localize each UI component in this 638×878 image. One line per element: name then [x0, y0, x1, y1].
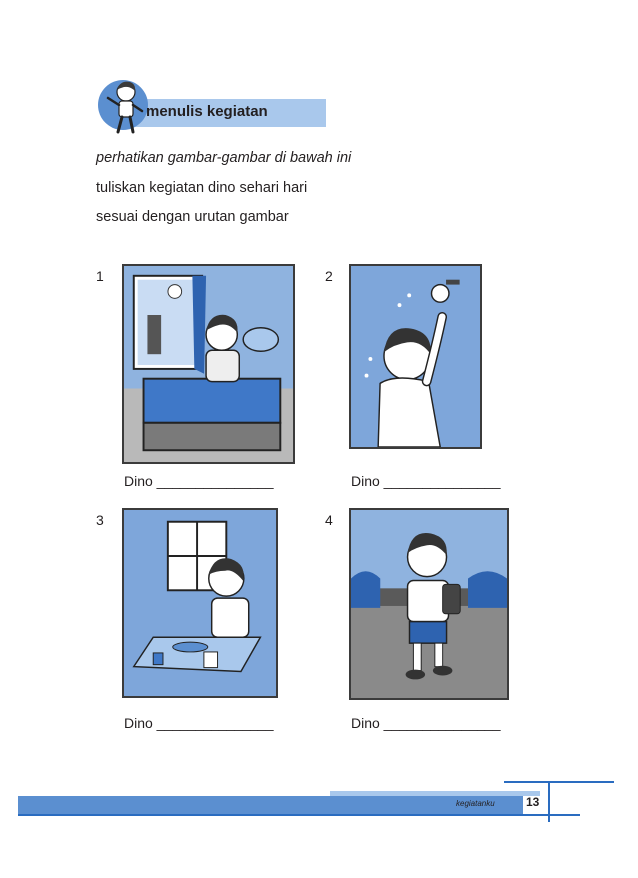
page-number: 13: [526, 795, 540, 809]
panel-2-picture: [349, 264, 482, 449]
waking-up-illustration: [124, 266, 293, 462]
breakfast-illustration: [124, 510, 276, 696]
panel-3-answer-line[interactable]: Dino _______________: [124, 715, 274, 731]
panel-1-number: 1: [96, 268, 104, 284]
panel-1-answer-line[interactable]: Dino _______________: [124, 473, 274, 489]
instruction-line-1: perhatikan gambar-gambar di bawah ini: [96, 150, 352, 166]
panel-4-number: 4: [325, 512, 333, 528]
panel-2-number: 2: [325, 268, 333, 284]
shower-illustration: [351, 266, 480, 447]
section-title: menulis kegiatan: [146, 103, 268, 120]
panel-4-picture: [349, 508, 509, 700]
footer-rule: [18, 814, 580, 816]
panel-1-picture: [122, 264, 295, 464]
footer-label: kegiatanku: [456, 799, 495, 808]
footer-divider: [548, 781, 550, 822]
panel-4-answer-line[interactable]: Dino _______________: [351, 715, 501, 731]
panel-3-picture: [122, 508, 278, 698]
footer-top-rule: [504, 781, 614, 783]
panel-2-answer-line[interactable]: Dino _______________: [351, 473, 501, 489]
instruction-line-3: sesuai dengan urutan gambar: [96, 209, 289, 225]
kid-mascot-icon: [100, 78, 150, 136]
going-to-school-illustration: [351, 510, 507, 698]
footer-band: [18, 796, 523, 814]
instruction-line-2: tuliskan kegiatan dino sehari hari: [96, 180, 308, 196]
panel-3-number: 3: [96, 512, 104, 528]
